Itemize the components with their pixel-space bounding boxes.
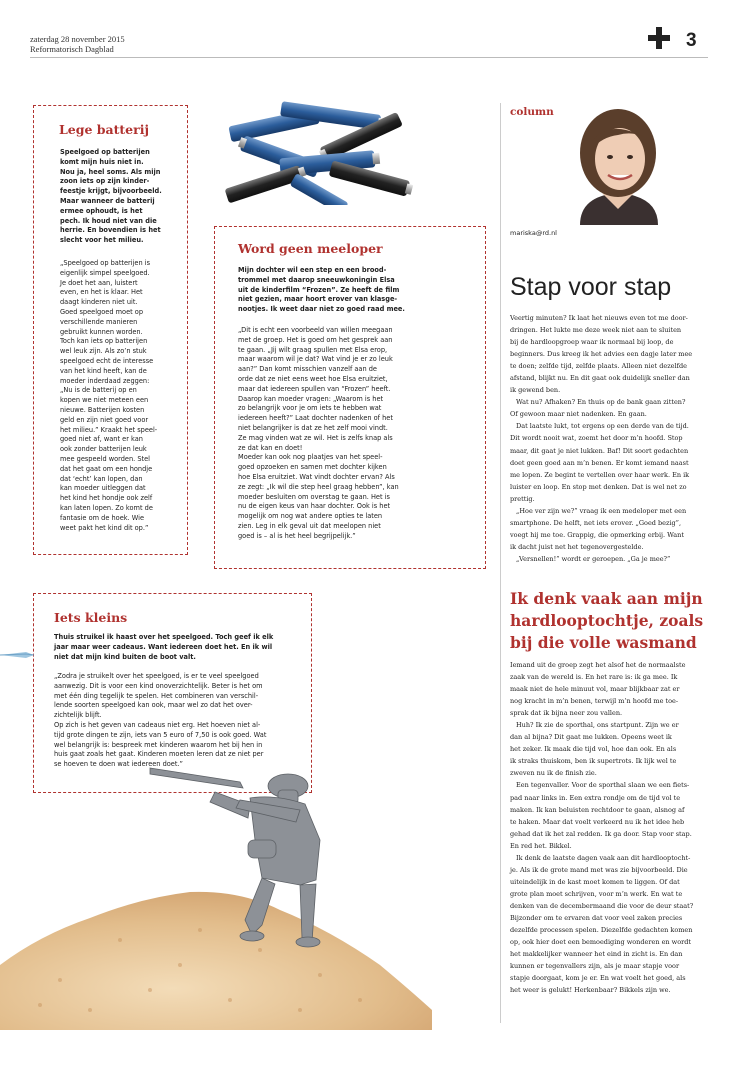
line: Wat nu? Afhaken? En thuis op de bank gaan zitten? xyxy=(516,398,686,407)
line: Huh? Ik zie de sporthal, ons startpunt. Zijn we er xyxy=(516,721,679,730)
body-line: maar waarom wil je dat? Wat vind je er zo leuk xyxy=(238,355,393,364)
column-body-1 xyxy=(510,312,708,565)
line: zweven nu ik de finish zie. xyxy=(510,769,597,778)
body-line: kan moeder uitleggen dat xyxy=(60,484,146,493)
box-intro xyxy=(54,633,306,662)
body-line: mogelijk om nog wat andere opties te laten xyxy=(238,512,383,521)
intro-line: slecht voor het milieu. xyxy=(60,236,144,245)
body-line: „Nu is de batterij op en xyxy=(60,386,137,395)
line: dan al bijna? Dit gaat me lukken. Opeens weet ik xyxy=(510,733,672,742)
body-line: huis gaat zoals het gaat. Kinderen moeten leren dat ze niet per xyxy=(54,750,264,759)
intro-line: niet dat mijn kind buiten de boot valt. xyxy=(54,652,196,661)
body-line: met één ding tegelijk te spelen. Het combineren van verschil- xyxy=(54,691,259,700)
intro-line: Nou ja, heel soms. Als mijn xyxy=(60,167,161,176)
intro-line: zoon iets op zijn kinder- xyxy=(60,177,150,186)
line: luister en loop. En stop met denken. Dat is wel net zo xyxy=(510,482,687,491)
intro-line: jaar maar weer cadeaus. Want iedereen doet het. En ik wil xyxy=(54,642,273,651)
body-line: even, en het is klaar. Het xyxy=(60,288,143,297)
body-line: het kind het hondje ook zelf xyxy=(60,494,153,503)
pull-quote: Ik denk vaak aan mijn hardlooptochtje, zoals bij die volle wasmand xyxy=(510,589,704,652)
line: kunnen er tegenvallers zijn, als je maar stapje voor xyxy=(510,962,680,971)
intro-line: Speelgoed op batterijen xyxy=(60,148,150,156)
body-line: aanwezig. Dit is voor een kind onoverzichtelijk. Beter is het om xyxy=(54,681,263,690)
body-line: eigenlijk simpel speelgoed. xyxy=(60,268,150,277)
body-line: kopen we niet meteen een xyxy=(60,396,149,405)
line: maar, dit gaat je niet lukken. Baf! Dit soort gedachten xyxy=(510,446,689,455)
line: prettig. xyxy=(510,494,535,503)
batteries-image xyxy=(210,100,428,205)
body-line: goed opzoeken en samen met dochter kijken xyxy=(238,463,387,472)
body-line: moeder inderdaad zeggen: xyxy=(60,376,150,385)
body-line: zien. Leg in elk geval uit dat meelopen niet xyxy=(238,521,381,530)
line: te haken. Maar dat voelt verkeerd nu ik het idee heb xyxy=(510,817,685,826)
line: dezelfde processen spelen. Diezelfde gedachten komen xyxy=(510,926,693,935)
body-line: hoe Elsa eruitziet. Wat vindt dochter ervan? Als xyxy=(238,472,395,481)
box-title: Word geen meeloper xyxy=(238,241,383,256)
body-line: dat ‘echt’ kan lopen, dan xyxy=(60,474,143,483)
line: het zeker. Ik maak die tijd vol, hoe dan ook. En als xyxy=(510,745,677,754)
intro-line: komt mijn huis niet in. xyxy=(60,157,144,166)
body-line: te gaan. „Jij wilt graag spullen met Elsa erop, xyxy=(238,345,388,354)
paragraph xyxy=(510,396,708,420)
line: maak niet de hele minuut vol, maar blijkbaar zat er xyxy=(510,685,680,694)
line: gehad dat ik het zal redden. Ik ga door. Stap voor stap. xyxy=(510,829,692,838)
header-date: zaterdag 28 november 2015 xyxy=(30,34,125,44)
intro-line: trommel met daarop sneeuwkoningin Elsa xyxy=(238,275,395,284)
body-line: nieuwe. Batterijen kosten xyxy=(60,405,145,414)
line: smartphone. De helft, net iets erover. „Goed bezig”, xyxy=(510,518,682,527)
line: op, ook hier doet een bemoediging wonderen en wordt xyxy=(510,938,692,947)
intro-line: herrie. En bovendien is het xyxy=(60,226,161,235)
columnist-portrait xyxy=(540,101,696,225)
body-line: se hoeven te doen wat iedereen doet.” xyxy=(54,760,183,769)
toy-soldier-image xyxy=(0,760,432,1030)
intro-line: Thuis struikel ik haast over het speelgoed. Toch geef ik elk xyxy=(54,633,274,641)
line: je. Als ik de grote mand met was zie bijvoorbeeld. Die xyxy=(510,865,688,874)
paragraph xyxy=(510,779,708,851)
paragraph xyxy=(510,553,708,565)
paragraph xyxy=(510,312,708,396)
body-line: niet belangrijker is dat ze het zelf mooi vindt. xyxy=(238,423,388,432)
line: zaak van de wereld is. En het rare is: ik ga mee. Ik xyxy=(510,673,678,682)
line: Dit wordt nooit wat, zoemt het door m’n hoofd. Stop xyxy=(510,434,683,443)
line: het makkelijker wanneer het eind in zicht is. En dan xyxy=(510,950,683,959)
line: Iemand uit de groep zegt het alsof het de normaalste xyxy=(510,661,686,669)
body-line: Je doet het aan, luistert xyxy=(60,278,138,287)
intro-line: nootjes. Ik weet daar niet zo goed raad mee. xyxy=(238,305,405,314)
column-title: Stap voor stap xyxy=(510,273,672,301)
body-line: dat het gaat om een hondje xyxy=(60,464,153,473)
line: maken. Ik kan beluisten rechtdoor te gaan, alsnog af xyxy=(510,805,685,814)
body-line: met de groep. Het is goed om het gesprek aan xyxy=(238,335,393,344)
paragraph xyxy=(510,659,708,719)
columnist-email[interactable]: mariska@rd.nl xyxy=(510,229,557,237)
body-line: orde dat ze niet eens weet hoe Elsa eruitziet, xyxy=(238,374,388,383)
box-word-geen-meeloper xyxy=(214,226,486,569)
line: te doen; zelfde tijd, zelfde plaats. Alleen niet dezelfde xyxy=(510,362,687,371)
line: doet geen goed aan m’n benen. Er komt iemand naast xyxy=(510,458,689,467)
body-line: tijd grote dingen te zijn, iets van 5 euro of 7,50 is ook goed. Wat xyxy=(54,730,267,739)
body-line: mee gespeeld worden. Stel xyxy=(60,454,151,463)
body-line: het milieu.” Kraakt het speel- xyxy=(60,425,158,434)
line: „Hoe ver zijn we?” vraag ik een medeloper met een xyxy=(516,506,687,515)
paragraph xyxy=(510,420,708,504)
body-line: ook zonder batterijen leuk xyxy=(60,445,147,454)
line: Veertig minuten? Ik laat het nieuws even tot me door- xyxy=(510,314,688,322)
body-line: „Dit is echt een voorbeeld van willen meegaan xyxy=(238,326,393,334)
paragraph xyxy=(510,852,708,997)
column-label: column xyxy=(510,106,554,118)
body-line: van het kind heeft, kan de xyxy=(60,366,147,375)
header-dateline xyxy=(30,34,125,54)
box-body xyxy=(60,259,185,533)
box-title: Lege batterij xyxy=(59,122,149,137)
body-line: Ze mag vinden wat ze wil. Het is zelfs knap als xyxy=(238,433,393,442)
intro-line: uit de kinderfilm “Frozen”. Ze heeft de film xyxy=(238,285,400,294)
paragraph xyxy=(510,719,708,779)
box-intro xyxy=(60,148,185,246)
line: ik straks thuiskom, ben ik supertrots. Ik lijk wel te xyxy=(510,757,677,766)
line: dringen. Het lukte me deze week niet aan te sluiten xyxy=(510,326,682,335)
intro-line: pech. Ik houd niet van die xyxy=(60,216,157,225)
body-line: ze dat kan en doet! xyxy=(238,443,303,452)
line: pad naar links in. Een extra rondje om de tijd vol te xyxy=(510,793,681,802)
line: bij de hardloopgroep waar ik normaal bij loop, de xyxy=(510,338,674,347)
line: En red het. Bikkel. xyxy=(510,841,572,850)
body-line: zo belangrijk voor je om iets te hebben wat xyxy=(238,404,382,413)
column-body-2 xyxy=(510,659,708,996)
box-lege-batterij xyxy=(33,105,188,555)
pushpin-icon xyxy=(0,646,34,664)
body-line: Goed speelgoed moet op xyxy=(60,307,144,316)
line: voegt hij me toe. Grappig, die opmerking erbij. Want xyxy=(510,530,684,539)
line: Bijzonder om te ervaren dat voor veel zaken precies xyxy=(510,913,683,922)
page-number: 3 xyxy=(686,30,697,51)
intro-line: feestje krijgt, bijvoorbeeld. xyxy=(60,187,162,196)
line: uiteindelijk in de kast moet komen te liggen. Of dat xyxy=(510,877,680,886)
body-line: goed is – al is het heel begrijpelijk.” xyxy=(238,531,356,540)
line: ik gewend ben. xyxy=(510,386,561,395)
body-line: gebruikt kunnen worden. xyxy=(60,327,143,336)
body-line: moeder besluiten om overstag te gaan. Het is xyxy=(238,492,390,501)
line: denken van de decembermaand die voor de deur staat? xyxy=(510,901,694,910)
intro-line: Maar wanneer de batterij xyxy=(60,196,155,205)
body-line: lende soorten speelgoed kan ook, maar wel zo dat het over- xyxy=(54,701,253,710)
body-line: speelgoed echt de interesse xyxy=(60,356,154,365)
body-line: geld en zijn niet goed voor xyxy=(60,415,149,424)
body-line: Moeder kan ook nog plaatjes van het speel- xyxy=(238,453,383,462)
intro-line: niet gezien, maar hoort erover van klasge- xyxy=(238,295,398,304)
body-line: daagt kinderen niet uit. xyxy=(60,298,138,307)
paragraph xyxy=(510,505,708,553)
line: Een tegenvaller. Voor de sporthal slaan we een fiets- xyxy=(516,781,690,790)
body-line: wel leuk zijn. Als zo’n stuk xyxy=(60,347,147,356)
line: sprak dat ik bijna neer zou vallen. xyxy=(510,709,623,718)
body-line: weet pakt het kind dit op.” xyxy=(60,523,149,532)
box-title: Iets kleins xyxy=(54,610,128,625)
body-line: kan laten lopen. Zo komt de xyxy=(60,503,153,512)
intro-line: ermee ophoudt, is het xyxy=(60,206,143,215)
line: beginners. Dus kreeg ik het advies een dagje later mee xyxy=(510,350,693,359)
body-line: goed niet af, want er kan xyxy=(60,435,143,444)
line: Dat laatste lukt, tot ergens op een derde van de tijd. xyxy=(516,422,689,431)
line: me lopen. Ze begint te vertellen over haar werk. En ik xyxy=(510,470,690,479)
column-divider xyxy=(500,103,501,1023)
box-intro xyxy=(238,266,478,315)
box-body xyxy=(238,326,478,542)
line: Of gewoon maar niet nadenken. En gaan. xyxy=(510,410,647,419)
header-divider xyxy=(30,57,708,58)
body-line: maar dat iedereen spullen van “Frozen” heeft. xyxy=(238,384,391,393)
body-line: verschillende manieren xyxy=(60,317,138,326)
line: grote plan moet schrijven, voor m’n werk. En wat te xyxy=(510,889,683,898)
body-line: „Zodra je struikelt over het speelgoed, is er te veel speelgoed xyxy=(54,672,259,680)
line: het weer is gelukt! Herkenbaar? Bikkels zijn we. xyxy=(510,986,671,995)
line: stapje doorgaat, kom je er. En wat voelt het goed, als xyxy=(510,974,686,983)
line: „Versnellen!” wordt er geroepen. „Ga je mee?” xyxy=(516,554,671,563)
body-line: nu de eigen keus van haar dochter. Ook is het xyxy=(238,502,391,511)
line: afstand, blijkt nu. En dit gaat ook duidelijk sneller dan xyxy=(510,374,690,383)
body-line: fantasie om de hoek. Wie xyxy=(60,513,145,522)
line: ik dacht juist net het tegenovergestelde. xyxy=(510,542,644,551)
line: nog kracht in m’n benen, terwijl m’n hoofd me toe- xyxy=(510,697,679,706)
body-line: „Speelgoed op batterijen is xyxy=(60,259,151,267)
body-line: zichtelijk blijft. xyxy=(54,711,102,720)
body-line: wel belangrijk is: bespreek met kinderen waarom het bij hen in xyxy=(54,740,263,749)
line: Ik denk de laatste dagen vaak aan dit hardlooptocht- xyxy=(516,853,691,862)
body-line: aan?” Dan komt misschien vanzelf aan de xyxy=(238,365,377,374)
body-line: ze zegt: „Ik wil die step heel graag hebben”, kan xyxy=(238,482,399,491)
plus-icon xyxy=(648,27,670,49)
body-line: Toch kan iets op batterijen xyxy=(60,337,148,346)
body-line: Daarop kan moeder vragen: „Waarom is het xyxy=(238,394,384,403)
header-publication: Reformatorisch Dagblad xyxy=(30,44,114,54)
body-line: Op zich is het geven van cadeaus niet erg. Het hoeven niet al- xyxy=(54,720,261,729)
intro-line: Mijn dochter wil een step en een brood- xyxy=(238,266,387,274)
body-line: iedereen heeft?” Laat dochter nadenken of het xyxy=(238,414,393,423)
box-body xyxy=(54,672,306,770)
